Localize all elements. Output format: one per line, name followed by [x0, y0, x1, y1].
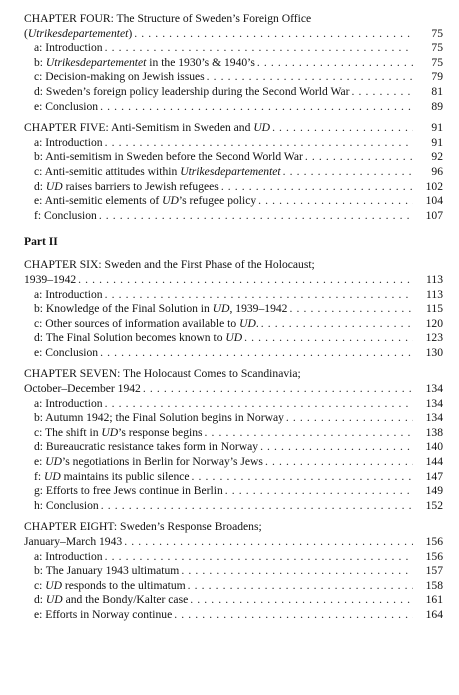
section-entry[interactable]	[24, 180, 443, 195]
section-entry-page-number: 96	[431, 164, 443, 178]
chapter-heading-title: CHAPTER SEVEN: The Holocaust Comes to Scandinavia;	[24, 367, 301, 381]
section-entry[interactable]	[24, 41, 443, 56]
section-entry[interactable]	[24, 288, 443, 303]
dot-leader	[207, 70, 413, 85]
section-entry-title: c: Other sources of information available to UD.	[34, 316, 259, 330]
section-entry-title: b: Autumn 1942; the Final Solution begins in Norway	[34, 411, 284, 425]
section-entry-title: d: The Final Solution becomes known to UD	[34, 331, 243, 345]
section-entry[interactable]	[24, 100, 443, 115]
section-entry-page-number: 123	[425, 331, 443, 345]
section-entry-title: e: UD’s negotiations in Berlin for Norway’s Jews	[34, 455, 263, 469]
section-entry[interactable]	[24, 70, 443, 85]
dot-leader	[190, 593, 413, 608]
section-entry-page-number: 89	[431, 99, 443, 113]
chapter-heading[interactable]	[24, 535, 443, 550]
section-entry-title: c: Anti-semitic attitudes within Utrikesdepartementet	[34, 164, 281, 178]
section-entry-title: e: Anti-semitic elements of UD’s refugee policy	[34, 194, 257, 208]
chapter-entry	[24, 258, 443, 360]
dot-leader	[101, 499, 413, 514]
section-entry-page-number: 140	[425, 440, 443, 454]
section-entry[interactable]	[24, 579, 443, 594]
section-entry-title: h: Conclusion	[34, 498, 99, 512]
section-entry-page-number: 92	[431, 150, 443, 164]
section-entry-title: a: Introduction	[34, 549, 103, 563]
section-entry[interactable]	[24, 194, 443, 209]
section-entry[interactable]	[24, 411, 443, 426]
dot-leader	[143, 382, 413, 397]
section-entry-page-number: 134	[425, 396, 443, 410]
dot-leader	[205, 426, 413, 441]
section-entry[interactable]	[24, 397, 443, 412]
chapter-heading-title: CHAPTER SIX: Sweden and the First Phase of the Holocaust;	[24, 258, 315, 272]
section-entry-page-number: 144	[425, 455, 443, 469]
dot-leader	[105, 397, 413, 412]
dot-leader	[134, 27, 413, 42]
section-entry-title: g: Efforts to free Jews continue in Berlin	[34, 484, 223, 498]
dot-leader	[352, 85, 414, 100]
dot-leader	[260, 440, 413, 455]
chapter-heading[interactable]	[24, 258, 443, 273]
chapter-heading[interactable]	[24, 273, 443, 288]
part-heading: Part II	[24, 235, 58, 249]
section-entry[interactable]	[24, 331, 443, 346]
dot-leader	[289, 302, 413, 317]
section-entry-title: f: UD maintains its public silence	[34, 469, 190, 483]
section-entry-title: e: Conclusion	[34, 345, 99, 359]
dot-leader	[258, 194, 413, 209]
section-entry-title: a: Introduction	[34, 396, 103, 410]
dot-leader	[100, 100, 413, 115]
section-entry[interactable]	[24, 317, 443, 332]
section-entry-page-number: 164	[425, 607, 443, 621]
section-entry-title: d: UD and the Bondy/Kalter case	[34, 593, 189, 607]
chapter-entry	[24, 520, 443, 622]
dot-leader	[105, 288, 413, 303]
section-entry[interactable]	[24, 593, 443, 608]
section-entry-page-number: 147	[425, 469, 443, 483]
chapter-heading-page-number: 134	[425, 382, 443, 396]
section-entry[interactable]	[24, 165, 443, 180]
dot-leader	[305, 150, 413, 165]
chapter-heading-title: (Utrikesdepartementet)	[24, 26, 133, 40]
section-entry-page-number: 130	[425, 345, 443, 359]
section-entry-page-number: 156	[425, 549, 443, 563]
section-entry-page-number: 107	[425, 208, 443, 222]
section-entry-page-number: 138	[425, 425, 443, 439]
section-entry-title: a: Introduction	[34, 135, 103, 149]
dot-leader	[124, 535, 413, 550]
chapter-heading[interactable]	[24, 12, 443, 27]
chapter-heading-page-number: 91	[431, 121, 443, 135]
section-entry[interactable]	[24, 608, 443, 623]
section-entry[interactable]	[24, 440, 443, 455]
section-entry-page-number: 120	[425, 316, 443, 330]
dot-leader	[105, 550, 413, 565]
section-entry[interactable]	[24, 455, 443, 470]
section-entry-page-number: 102	[425, 179, 443, 193]
dot-leader	[105, 136, 413, 151]
dot-leader	[188, 579, 413, 594]
dot-leader	[244, 331, 413, 346]
chapter-heading-title: CHAPTER FIVE: Anti-Semitism in Sweden and UD	[24, 121, 271, 135]
dot-leader	[283, 165, 413, 180]
section-entry-page-number: 75	[431, 55, 443, 69]
section-entry-page-number: 104	[425, 194, 443, 208]
section-entry[interactable]	[24, 470, 443, 485]
section-entry-page-number: 75	[431, 41, 443, 55]
section-entry-title: d: Bureaucratic resistance takes form in Norway	[34, 440, 259, 454]
chapter-heading[interactable]	[24, 520, 443, 535]
dot-leader	[221, 180, 413, 195]
chapter-heading[interactable]	[24, 121, 443, 136]
chapter-heading[interactable]	[24, 367, 443, 382]
section-entry-page-number: 134	[425, 411, 443, 425]
chapter-heading-title: January–March 1943	[24, 535, 123, 548]
dot-leader	[225, 484, 413, 499]
dot-leader	[100, 346, 413, 361]
chapter-heading-title: October–December 1942	[24, 382, 141, 396]
section-entry-page-number: 157	[425, 564, 443, 578]
section-entry-page-number: 113	[426, 287, 443, 301]
section-entry-title: c: UD responds to the ultimatum	[34, 578, 186, 592]
dot-leader	[105, 41, 413, 56]
section-entry-title: b: The January 1943 ultimatum	[34, 564, 180, 578]
section-entry-title: a: Introduction	[34, 287, 103, 301]
section-entry-title: e: Efforts in Norway continue	[34, 607, 173, 621]
chapter-heading[interactable]	[24, 382, 443, 397]
section-entry-title: b: Knowledge of the Final Solution in UD, 1939–1942	[34, 302, 288, 316]
section-entry-title: c: Decision-making on Jewish issues	[34, 70, 205, 84]
section-entry-page-number: 79	[431, 70, 443, 84]
section-entry-page-number: 149	[425, 484, 443, 498]
chapter-entry	[24, 367, 443, 513]
section-entry-page-number: 152	[425, 498, 443, 512]
section-entry-page-number: 158	[425, 578, 443, 592]
section-entry-page-number: 115	[426, 302, 443, 316]
chapter-heading-title: CHAPTER EIGHT: Sweden’s Response Broadens;	[24, 520, 262, 534]
section-entry-title: e: Conclusion	[34, 99, 99, 113]
dot-leader	[181, 564, 413, 579]
section-entry-page-number: 81	[431, 84, 443, 98]
section-entry-title: b: Anti-semitism in Sweden before the Second World War	[34, 150, 303, 164]
chapter-heading-page-number: 75	[431, 26, 443, 40]
chapter-entry	[24, 12, 443, 114]
section-entry[interactable]	[24, 85, 443, 100]
dot-leader	[261, 317, 413, 332]
section-entry[interactable]	[24, 499, 443, 514]
section-entry[interactable]	[24, 564, 443, 579]
chapter-heading-page-number: 156	[425, 535, 443, 548]
section-entry[interactable]	[24, 550, 443, 565]
section-entry[interactable]	[24, 302, 443, 317]
dot-leader	[257, 56, 413, 71]
dot-leader	[272, 121, 413, 136]
dot-leader	[174, 608, 413, 623]
section-entry[interactable]	[24, 136, 443, 151]
dot-leader	[99, 209, 413, 224]
chapter-heading-title: CHAPTER FOUR: The Structure of Sweden’s Foreign Office	[24, 12, 312, 25]
dot-leader	[192, 470, 413, 485]
chapter-heading[interactable]	[24, 27, 443, 42]
section-entry[interactable]	[24, 484, 443, 499]
chapter-heading-title: 1939–1942	[24, 272, 77, 286]
section-entry-title: d: Sweden’s foreign policy leadership during the Second World War	[34, 84, 350, 98]
dot-leader	[78, 273, 413, 288]
section-entry-title: d: UD raises barriers to Jewish refugees	[34, 179, 219, 193]
section-entry-title: a: Introduction	[34, 41, 103, 55]
dot-leader	[265, 455, 413, 470]
section-entry[interactable]	[24, 209, 443, 224]
section-entry-title: b: Utrikesdepartementet in the 1930’s & 1940’s	[34, 55, 255, 69]
dot-leader	[286, 411, 413, 426]
chapter-entry	[24, 121, 443, 223]
section-entry[interactable]	[24, 346, 443, 361]
section-entry-page-number: 91	[431, 135, 443, 149]
section-entry-title: c: The shift in UD’s response begins	[34, 425, 203, 439]
section-entry-page-number: 161	[425, 593, 443, 607]
chapter-heading-page-number: 113	[426, 272, 443, 286]
section-entry[interactable]	[24, 426, 443, 441]
section-entry[interactable]	[24, 56, 443, 71]
section-entry-title: f: Conclusion	[34, 208, 97, 222]
section-entry[interactable]	[24, 150, 443, 165]
